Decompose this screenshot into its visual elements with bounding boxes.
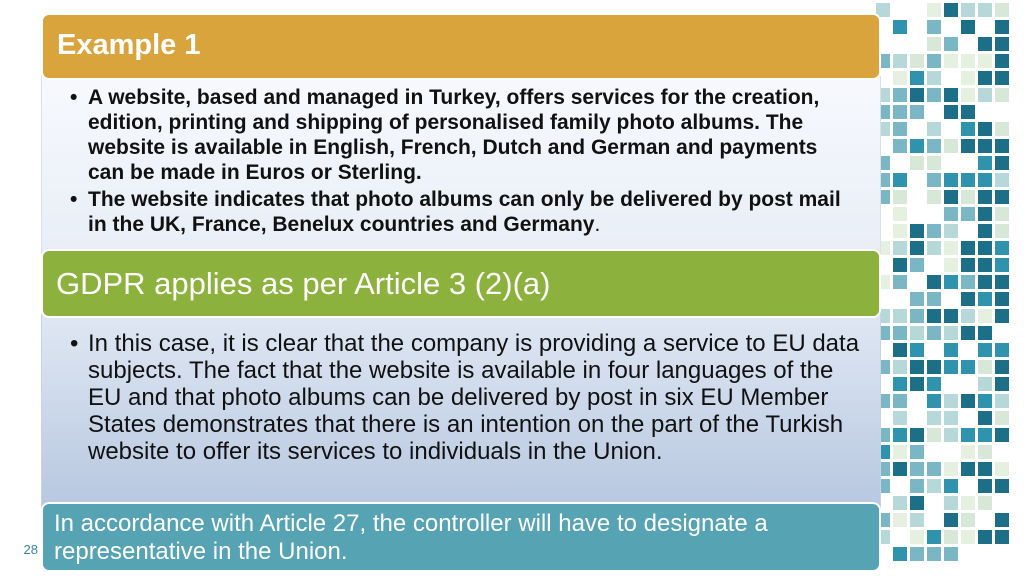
mosaic-tile [995,88,1009,102]
mosaic-tile [995,71,1009,85]
list-item [70,85,855,185]
mosaic-tile [893,258,907,272]
mosaic-tile [910,88,924,102]
mosaic-tile [927,377,941,391]
mosaic-tile [910,326,924,340]
gdpr-bullet-text: In this case, it is clear that the company is providing a service to EU data subjects. The fact that the website is available in four languages of the EU and that photo albums can be delivered by post in six EU Member States demonstrates that there is an intention on the part of the Turkish website to offer its services to individuals in the Union. [88,330,860,465]
mosaic-tile [961,105,975,119]
mosaic-tile [927,275,941,289]
mosaic-tile [944,241,958,255]
mosaic-tile [893,224,907,238]
mosaic-tile [961,122,975,136]
mosaic-tile [995,3,1009,17]
mosaic-tile [978,275,992,289]
example-body [41,76,881,254]
mosaic-tile [927,20,941,34]
mosaic-tile [944,479,958,493]
example-bullet-period: . [594,213,601,236]
mosaic-tile [944,462,958,476]
mosaic-tile [893,547,907,561]
mosaic-tile [910,156,924,170]
mosaic-tile [995,190,1009,204]
mosaic-tile [978,360,992,374]
mosaic-tile [978,394,992,408]
mosaic-tile [927,411,941,425]
mosaic-tile [995,258,1009,272]
mosaic-tile [910,309,924,323]
mosaic-tile [961,309,975,323]
mosaic-tile [961,394,975,408]
mosaic-tile [978,122,992,136]
mosaic-tile [910,54,924,68]
mosaic-tile [978,258,992,272]
mosaic-tile [961,207,975,221]
mosaic-tile [995,275,1009,289]
mosaic-tile [961,241,975,255]
mosaic-tile [995,292,1009,306]
mosaic-tile [978,462,992,476]
mosaic-tile [978,3,992,17]
mosaic-tile [995,37,1009,51]
mosaic-tile [893,139,907,153]
mosaic-tile [995,377,1009,391]
mosaic-tile [978,377,992,391]
mosaic-tile [961,496,975,510]
mosaic-tile [893,428,907,442]
mosaic-tile [944,411,958,425]
mosaic-tile [978,71,992,85]
mosaic-tile [910,241,924,255]
mosaic-tile [978,173,992,187]
mosaic-tile [944,190,958,204]
bullet-dot-icon: • [70,330,79,357]
gdpr-title: GDPR applies as per Article 3 (2)(a) [56,266,551,301]
mosaic-tile [944,496,958,510]
mosaic-tile [910,343,924,357]
mosaic-tile [893,360,907,374]
mosaic-tile [995,530,1009,544]
mosaic-tile [944,360,958,374]
mosaic-tile [893,241,907,255]
mosaic-tile [893,394,907,408]
mosaic-tile [893,445,907,459]
mosaic-tile [978,224,992,238]
mosaic-tile [978,309,992,323]
mosaic-tile [995,224,1009,238]
mosaic-tile [944,547,958,561]
slide-number: 28 [23,542,38,557]
mosaic-tile [927,37,941,51]
mosaic-tile [927,479,941,493]
mosaic-tile [927,530,941,544]
mosaic-tile [978,37,992,51]
mosaic-tile [893,343,907,357]
mosaic-tile [910,224,924,238]
mosaic-tile [927,309,941,323]
mosaic-tile [893,411,907,425]
mosaic-tile [944,54,958,68]
mosaic-tile [910,428,924,442]
mosaic-tile [978,479,992,493]
mosaic-tile [961,513,975,527]
mosaic-tile [944,37,958,51]
mosaic-tile [893,20,907,34]
mosaic-tile [978,88,992,102]
mosaic-tile [961,462,975,476]
mosaic-tile [927,3,941,17]
conclusion-text: In accordance with Article 27, the controller will have to designate a representative in the Union. [54,510,768,565]
mosaic-tile [910,530,924,544]
mosaic-tile [927,54,941,68]
mosaic-tile [927,462,941,476]
mosaic-tile [944,513,958,527]
mosaic-tile [978,326,992,340]
mosaic-tile [961,71,975,85]
mosaic-tile [927,547,941,561]
mosaic-tile [944,326,958,340]
mosaic-tile [927,326,941,340]
mosaic-tile [944,207,958,221]
mosaic-tile [944,258,958,272]
mosaic-tile [978,445,992,459]
mosaic-tile [910,105,924,119]
mosaic-tile [995,207,1009,221]
mosaic-tile [978,207,992,221]
mosaic-tile [978,411,992,425]
mosaic-tile [978,343,992,357]
mosaic-tile [961,173,975,187]
mosaic-tile [961,292,975,306]
mosaic-tile [978,139,992,153]
mosaic-tile [961,3,975,17]
mosaic-tile [995,479,1009,493]
example-header [41,13,881,80]
mosaic-tile [995,139,1009,153]
mosaic-tile [910,377,924,391]
mosaic-tile [961,530,975,544]
mosaic-tile [910,547,924,561]
mosaic-tile [978,428,992,442]
mosaic-tile [995,360,1009,374]
example-bullet-text: The website indicates that photo albums can only be delivered by post mail in the UK, France, Benelux countries and Germany [88,188,841,236]
mosaic-tile [961,190,975,204]
mosaic-tile [910,462,924,476]
mosaic-tile [978,190,992,204]
mosaic-tile [893,377,907,391]
mosaic-tile [995,309,1009,323]
mosaic-tile [995,54,1009,68]
mosaic-tile [978,156,992,170]
mosaic-tile [927,292,941,306]
list-item [70,187,855,237]
mosaic-tile [893,513,907,527]
mosaic-tile [944,139,958,153]
mosaic-tile [893,309,907,323]
mosaic-tile [961,445,975,459]
mosaic-tile [995,343,1009,357]
mosaic-tile [927,156,941,170]
mosaic-tile [927,394,941,408]
mosaic-tile [944,343,958,357]
mosaic-tile [961,275,975,289]
mosaic-tile [944,309,958,323]
mosaic-tile [978,496,992,510]
mosaic-tile [995,462,1009,476]
mosaic-tile [910,139,924,153]
mosaic-tile [978,241,992,255]
mosaic-tile [995,394,1009,408]
mosaic-tile [910,71,924,85]
mosaic-tile [927,88,941,102]
mosaic-tile [893,462,907,476]
mosaic-tile [944,428,958,442]
mosaic-tile [927,122,941,136]
mosaic-tile [893,207,907,221]
mosaic-tile [961,139,975,153]
mosaic-tile [961,326,975,340]
bullet-dot-icon: • [70,86,78,109]
mosaic-tile [961,54,975,68]
mosaic-tile [893,496,907,510]
conclusion-box [41,502,881,572]
mosaic-tile [893,88,907,102]
mosaic-tile [910,479,924,493]
mosaic-tile [995,411,1009,425]
gdpr-body [41,314,881,510]
mosaic-tile [944,88,958,102]
mosaic-tile [995,428,1009,442]
mosaic-tile [893,190,907,204]
mosaic-tile [961,428,975,442]
mosaic-tile [944,3,958,17]
mosaic-tile [927,173,941,187]
mosaic-tile [944,105,958,119]
example-title: Example 1 [57,29,201,61]
mosaic-tile [893,105,907,119]
mosaic-tile [995,156,1009,170]
gdpr-header [41,249,881,318]
mosaic-tile [978,292,992,306]
mosaic-tile [927,190,941,204]
gdpr-bullet-list [70,330,860,465]
mosaic-tile [927,241,941,255]
mosaic-tile [944,275,958,289]
mosaic-tile [893,54,907,68]
example-bullet-list [70,85,855,239]
mosaic-tile [961,258,975,272]
mosaic-tile [910,258,924,272]
mosaic-tile [961,88,975,102]
mosaic-tile [927,428,941,442]
mosaic-tile [910,445,924,459]
mosaic-tile [961,20,975,34]
example-bullet-text: A website, based and managed in Turkey, offers services for the creation, edition, printing and shipping of personalised family photo albums. The website is available in English, French, Dutch and German and payments can be made in Euros or Sterling. [88,86,820,184]
bullet-dot-icon: • [70,188,78,211]
mosaic-tile [893,122,907,136]
mosaic-tile [995,122,1009,136]
mosaic-tile [910,292,924,306]
mosaic-tile [978,54,992,68]
mosaic-tile [978,530,992,544]
mosaic-tile [927,139,941,153]
mosaic-tile [910,496,924,510]
mosaic-tile [893,173,907,187]
mosaic-tile [944,530,958,544]
mosaic-tile [927,360,941,374]
mosaic-tile [893,71,907,85]
mosaic-tile [910,513,924,527]
mosaic-tile [944,394,958,408]
mosaic-tile [944,173,958,187]
mosaic-tile [961,360,975,374]
mosaic-tile [995,241,1009,255]
mosaic-tile [927,224,941,238]
list-item [70,330,860,465]
mosaic-tile [995,20,1009,34]
mosaic-tile [944,224,958,238]
mosaic-tile [893,326,907,340]
mosaic-tile [893,275,907,289]
mosaic-tile [995,513,1009,527]
mosaic-tile [910,360,924,374]
mosaic-tile [927,71,941,85]
mosaic-tile [995,173,1009,187]
